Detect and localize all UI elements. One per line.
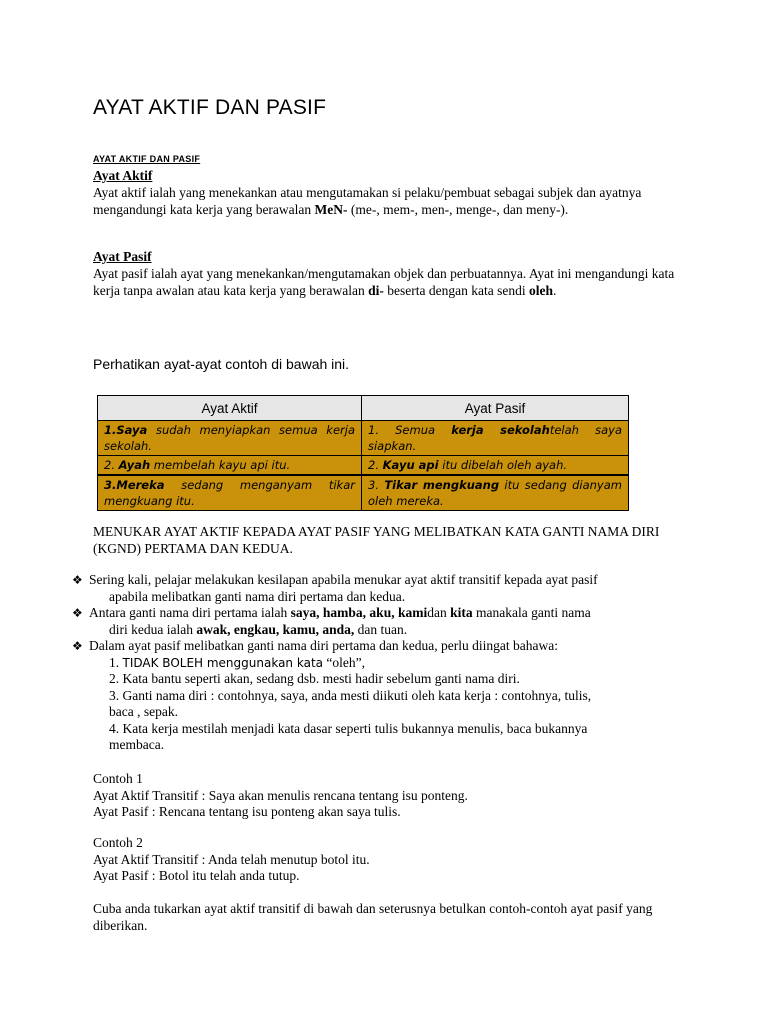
contoh-2 <box>93 835 370 885</box>
bullet-line <box>89 605 692 622</box>
cell-text: sedang menganyam tikar mengkuang itu. <box>104 478 355 508</box>
b2-line2-pre: diri kedua ialah <box>109 621 197 637</box>
cell-text: 2. <box>104 458 119 472</box>
table-header-row <box>98 396 629 421</box>
cell-bold: 1.Saya <box>104 423 148 437</box>
pasif-text-1: Ayat pasif ialah ayat yang menekankan/mengutamakan objek dan perbuatannya. Ayat ini mengandungi kata kerja tanpa awalan atau kata kerja yang berawalan <box>93 266 675 298</box>
aktif-text-2: (me-, mem-, men-, menge-, dan meny-). <box>347 202 569 217</box>
cell-bold: Ayah <box>118 458 151 472</box>
b2-line2-bold: awak, engkau, kamu, anda, <box>196 621 355 637</box>
examples-intro: Perhatikan ayat-ayat contoh di bawah ini. <box>93 356 350 372</box>
n1-post: “oleh”, <box>323 654 365 670</box>
contoh-aktif: Ayat Aktif Transitif : Saya akan menulis rencana tentang isu ponteng. <box>93 787 468 803</box>
contoh-label: Contoh 1 <box>93 771 143 786</box>
ayat-aktif-section <box>93 167 683 218</box>
cell-bold: Tikar mengkuang <box>384 478 500 492</box>
cell-text: itu dibelah oleh ayah. <box>438 458 568 472</box>
cell-bold: kerja sekolah <box>451 423 550 437</box>
pasif-oleh-word: oleh <box>528 283 553 298</box>
section-subheading: AYAT AKTIF DAN PASIF <box>93 154 201 164</box>
ayat-aktif-heading: Ayat Aktif <box>93 168 153 183</box>
table-row <box>98 456 629 476</box>
pasif-text-3: . <box>552 283 557 298</box>
ayat-pasif-heading: Ayat Pasif <box>93 249 152 264</box>
bullet-line: apabila melibatkan ganti nama diri pertama dan kedua. <box>109 588 406 604</box>
cell-text: telah saya siapkan. <box>368 423 622 453</box>
bullet-list <box>72 572 692 754</box>
four-diamond-bullet-icon: ❖ <box>72 606 83 620</box>
cell-bold: 3.Mereka <box>104 478 165 492</box>
b2-bold-pronouns-2: kita <box>450 605 473 620</box>
bullet-line: Dalam ayat pasif melibatkan ganti nama diri pertama dan kedua, perlu diingat bahawa: <box>89 638 558 653</box>
examples-table <box>97 395 629 511</box>
ayat-pasif-definition <box>93 265 683 299</box>
list-item: 4. Kata kerja mestilah menjadi kata dasar seperti tulis bukannya menulis, baca bukannya <box>109 720 588 736</box>
contoh-aktif: Ayat Aktif Transitif : Anda telah menutup botol itu. <box>93 851 370 867</box>
list-item-continuation: membaca. <box>109 737 165 752</box>
b2-pre: Antara ganti nama diri pertama ialah <box>89 605 291 620</box>
contoh-label: Contoh 2 <box>93 835 143 850</box>
b2-mid: dan <box>427 605 451 620</box>
ayat-pasif-section <box>93 248 683 299</box>
table-cell-aktif <box>98 475 362 511</box>
list-item: 2. Kata bantu seperti akan, sedang dsb. mesti hadir sebelum ganti nama diri. <box>109 671 520 686</box>
closing-instruction: Cuba anda tukarkan ayat aktif transitif di bawah dan seterusnya betulkan contoh-contoh ayat pasif yang diberikan. <box>93 901 653 933</box>
aktif-men-prefix: MeN- <box>314 202 348 217</box>
b2-bold-pronouns-1: saya, hamba, aku, kami <box>290 605 428 620</box>
aktif-text-1: Ayat aktif ialah yang menekankan atau mengutamakan si pelaku/pembuat sebagai subjek dan ayatnya mengandungi kata kerja yang berawalan <box>93 185 642 217</box>
cell-text: itu sedang dianyam oleh mereka. <box>368 478 622 508</box>
table-cell-aktif <box>98 456 362 476</box>
contoh-pasif: Ayat Pasif : Rencana tentang isu ponteng akan saya tulis. <box>93 804 401 819</box>
list-item: 3. Ganti nama diri : contohnya, saya, anda mesti diikuti oleh kata kerja : contohnya, tulis, <box>109 687 592 703</box>
table-cell-aktif <box>98 421 362 456</box>
b2-line2-post: dan tuan. <box>354 621 408 637</box>
cell-text: 3. <box>368 478 385 492</box>
four-diamond-bullet-icon: ❖ <box>72 639 83 653</box>
pasif-text-2: beserta dengan kata sendi <box>383 283 529 298</box>
cell-text: 1. Semua <box>368 423 452 437</box>
bullet-line: Sering kali, pelajar melakukan kesilapan apabila menukar ayat aktif transitif kepada ayat pasif <box>89 572 598 587</box>
table-row <box>98 475 629 511</box>
ayat-aktif-definition <box>93 184 683 218</box>
pasif-di-prefix: di- <box>368 283 384 298</box>
header-ayat-pasif: Ayat Pasif <box>362 396 629 421</box>
table-cell-pasif <box>362 475 629 511</box>
list-item-continuation: baca , sepak. <box>109 704 178 719</box>
table-cell-pasif <box>362 421 629 456</box>
cell-text: sudah menyiapkan semua kerja sekolah. <box>104 423 355 453</box>
table-row <box>98 421 629 456</box>
header-ayat-aktif: Ayat Aktif <box>98 396 362 421</box>
contoh-pasif: Ayat Pasif : Botol itu telah anda tutup. <box>93 868 300 883</box>
numbered-list <box>89 655 692 754</box>
list-item <box>109 655 692 672</box>
cell-text: 2. <box>368 458 383 472</box>
menukar-heading: MENUKAR AYAT AKTIF KEPADA AYAT PASIF YANG MELIBATKAN KATA GANTI NAMA DIRI (KGND) PERTAMA DAN KEDUA. <box>93 524 660 556</box>
cell-bold: Kayu api <box>382 458 439 472</box>
bullet-line <box>89 622 692 639</box>
bullet-item <box>72 605 692 638</box>
b2-post: manakala ganti nama <box>472 605 591 620</box>
bullet-item <box>72 572 692 605</box>
four-diamond-bullet-icon: ❖ <box>72 573 83 587</box>
cell-text: membelah kayu api itu. <box>150 458 291 472</box>
bullet-item <box>72 638 692 754</box>
page-title: AYAT AKTIF DAN PASIF <box>93 96 327 119</box>
n1-pre: 1. <box>109 654 123 670</box>
n1-warning-text: TIDAK BOLEH menggunakan kata <box>122 655 324 670</box>
table-cell-pasif <box>362 456 629 476</box>
contoh-1 <box>93 771 468 821</box>
